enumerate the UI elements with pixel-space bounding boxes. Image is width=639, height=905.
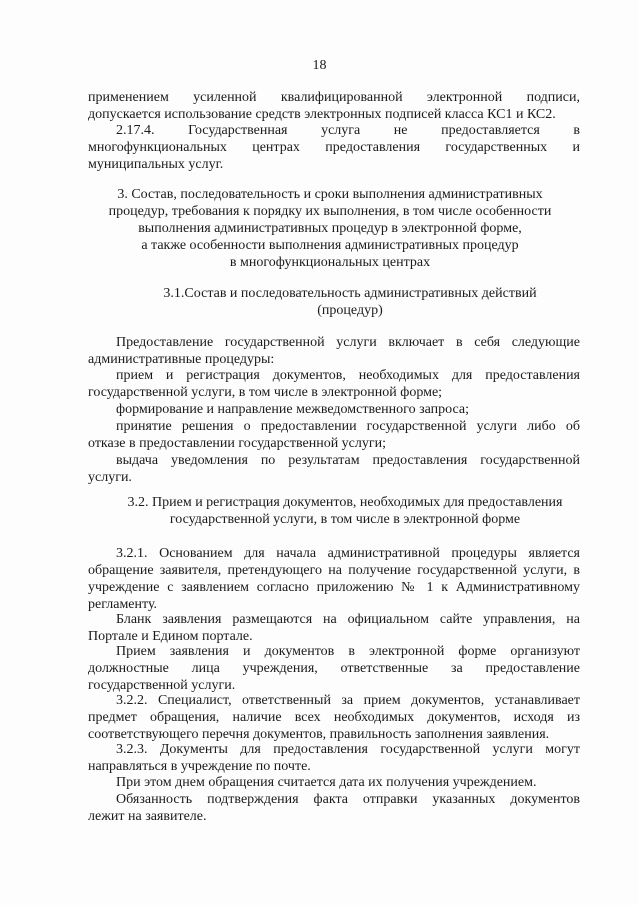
text-line: Портале и Едином портале. xyxy=(88,629,253,644)
paragraph-priem xyxy=(88,643,580,694)
text-line: регламенту. xyxy=(88,597,158,612)
list-item: формирование и направление межведомственного запроса; xyxy=(116,402,469,417)
paragraph-duty xyxy=(88,791,580,825)
list-item: выдача уведомления по результатам предоставления государственной xyxy=(116,453,580,468)
list-item: государственной услуги, в том числе в электронной форме; xyxy=(88,385,443,400)
text-line: 3.2.2. Специалист, ответственный за прием документов, устанавливает xyxy=(116,693,580,708)
heading-line: а также особенности выполнения административных процедур xyxy=(141,238,519,253)
paragraph-date xyxy=(88,774,580,791)
paragraph-blank xyxy=(88,611,580,645)
text-line: должностные лица учреждения, ответственные за предоставление xyxy=(88,661,580,676)
heading-line: выполнения административных процедур в электронной форме, xyxy=(138,221,522,236)
section-heading-3 xyxy=(80,186,580,271)
list-intro xyxy=(88,334,580,368)
paragraph-3-2-3 xyxy=(88,741,580,775)
procedure-list xyxy=(88,367,580,486)
text-line: 3.2.3. Документы для предоставления государственной услуги могут xyxy=(116,742,580,757)
text-line: Предоставление государственной услуги включает в себя следующие xyxy=(116,335,580,350)
text-line: 3.2.1. Основанием для начала административной процедуры является xyxy=(116,546,580,561)
text-line: многофункциональных центрах предоставления государственных и xyxy=(88,140,580,155)
list-item: отказе в предоставлении государственной услуги; xyxy=(88,436,387,451)
paragraph-3-2-1 xyxy=(88,545,580,613)
text-line: Обязанность подтверждения факта отправки указанных документов xyxy=(116,792,580,807)
text-line: муниципальных услуг. xyxy=(88,157,224,172)
text-line: Бланк заявления размещаются на официальном сайте управления, на xyxy=(116,612,580,627)
heading-line: 3. Состав, последовательность и сроки выполнения административных xyxy=(117,187,543,202)
paragraph-2-17-4 xyxy=(88,122,580,173)
text-line: направляться в учреждение по почте. xyxy=(88,759,311,774)
text-line: 2.17.4. Государственная услуга не предоставляется в xyxy=(116,123,580,138)
text-line: Прием заявления и документов в электронной форме организуют xyxy=(116,644,580,659)
heading-line: (процедур) xyxy=(317,303,383,318)
text-line: учреждение с заявлением согласно приложению № 1 к Административному xyxy=(88,580,580,595)
page-number: 18 xyxy=(312,58,327,73)
text-line: При этом днем обращения считается дата их получения учреждением. xyxy=(116,775,537,790)
text-line: обращение заявителя, претендующего на получение государственной услуги, в xyxy=(88,563,580,578)
heading-line: государственной услуги, в том числе в электронной форме xyxy=(169,512,521,527)
text-line: допускается использование средств электронных подписей класса КС1 и КС2. xyxy=(88,107,556,122)
text-line: государственной услуги. xyxy=(88,678,236,693)
list-item: принятие решения о предоставлении государственной услуги либо об xyxy=(116,419,580,434)
text-line: применением усиленной квалифицированной электронной подписи, xyxy=(88,90,580,105)
heading-line: 3.2. Прием и регистрация документов, необходимых для предоставления xyxy=(127,495,563,510)
paragraph-signature xyxy=(88,89,580,123)
paragraph-3-2-2 xyxy=(88,692,580,743)
heading-line: процедур, требования к порядку их выполнения, в том числе особенности xyxy=(108,204,552,219)
section-heading-3-2 xyxy=(105,494,585,528)
heading-line: в многофункциональных центрах xyxy=(229,255,431,270)
list-item: услуги. xyxy=(88,470,132,485)
text-line: предмет обращения, наличие всех необходимых документов, исходя из xyxy=(88,710,580,725)
text-line: лежит на заявителе. xyxy=(88,809,207,824)
text-line: административные процедуры: xyxy=(88,352,275,367)
list-item: прием и регистрация документов, необходимых для предоставления xyxy=(116,368,580,383)
text-line: соответствующего перечня документов, правильность заполнения заявления. xyxy=(88,727,550,742)
section-heading-3-1 xyxy=(110,285,590,319)
heading-line: 3.1.Состав и последовательность административных действий xyxy=(163,286,537,301)
